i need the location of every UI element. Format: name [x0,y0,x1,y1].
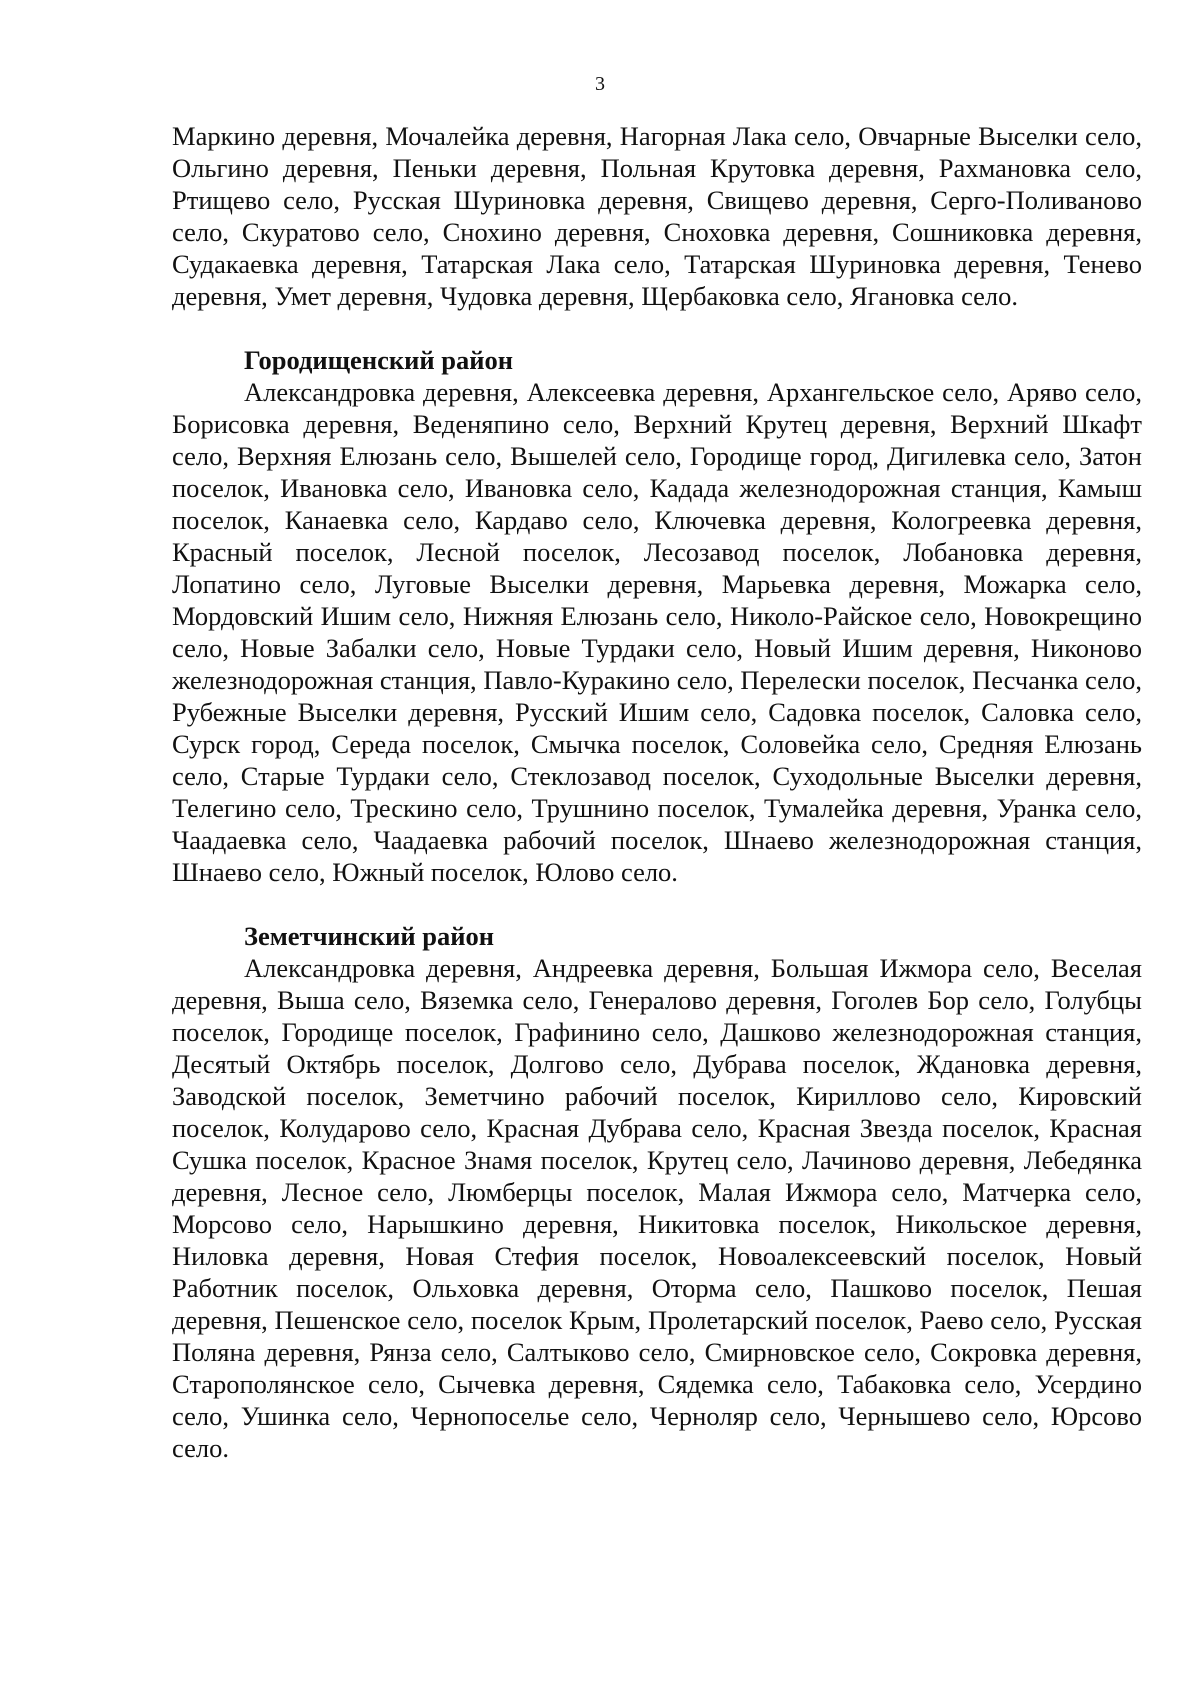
section-zemetchinsky [172,920,1142,1464]
section-title: Земетчинский район [244,921,495,951]
page-number: 3 [595,73,605,95]
intro-paragraph: Маркино деревня, Мочалейка деревня, Нагорная Лака село, Овчарные Выселки село, Ольгино деревня, Пеньки деревня, Польная Крутовка деревня, Рахмановка село, Ртищево село, Русская Шуриновка деревня, Свищево деревня, Серго-Поливаново село, Скуратово село, Снохино деревня, Сноховка деревня, Сошниковка деревня, Судакаевка деревня, Татарская Лака село, Татарская Шуриновка деревня, Тенево деревня, Умет деревня, Чудовка деревня, Щербаковка село, Ягановка село. [172,121,1142,311]
section-gorodishchensky [172,344,1142,888]
section-body: Александровка деревня, Андреевка деревня, Большая Ижмора село, Веселая деревня, Выша село, Вяземка село, Генералово деревня, Гоголев Бор село, Голубцы поселок, Городище поселок, Графинино село, Дашково железнодорожная станция, Десятый Октябрь поселок, Долгово село, Дубрава поселок, Ждановка деревня, Заводской поселок, Земетчино рабочий поселок, Кириллово село, Кировский поселок, Колударово село, Красная Дубрава село, Красная Звезда поселок, Красная Сушка поселок, Красное Знамя поселок, Крутец село, Лачиново деревня, Лебедянка деревня, Лесное село, Люмберцы поселок, Малая Ижмора село, Матчерка село, Морсово село, Нарышкино деревня, Никитовка поселок, Никольское деревня, Ниловка деревня, Новая Стефия поселок, Новоалексеевский поселок, Новый Работник поселок, Ольховка деревня, Оторма село, Пашково поселок, Пешая деревня, Пешенское село, поселок Крым, Пролетарский поселок, Раево село, Русская Поляна деревня, Рянза село, Салтыково село, Смирновское село, Сокровка деревня, Старополянское село, Сычевка деревня, Сядемка село, Табаковка село, Усердино село, Ушинка село, Чернопоселье село, Черноляр село, Чернышево село, Юрсово село. [172,953,1142,1463]
section-body: Александровка деревня, Алексеевка деревня, Архангельское село, Аряво село, Борисовка деревня, Веденяпино село, Верхний Крутец деревня, Верхний Шкафт село, Верхняя Елюзань село, Вышелей село, Городище город, Дигилевка село, Затон поселок, Ивановка село, Ивановка село, Кадада железнодорожная станция, Камыш поселок, Канаевка село, Кардаво село, Ключевка деревня, Кологреевка деревня, Красный поселок, Лесной поселок, Лесозавод поселок, Лобановка деревня, Лопатино село, Луговые Выселки деревня, Марьевка деревня, Можарка село, Мордовский Ишим село, Нижняя Елюзань село, Николо-Райское село, Новокрещино село, Новые Забалки село, Новые Турдаки село, Новый Ишим деревня, Никоново железнодорожная станция, Павло-Куракино село, Перелески поселок, Песчанка село, Рубежные Выселки деревня, Русский Ишим село, Садовка поселок, Саловка село, Сурск город, Середа поселок, Смычка поселок, Соловейка село, Средняя Елюзань село, Старые Турдаки село, Стеклозавод поселок, Суходольные Выселки деревня, Телегино село, Трескино село, Трушнино поселок, Тумалейка деревня, Уранка село, Чаадаевка село, Чаадаевка рабочий поселок, Шнаево железнодорожная станция, Шнаево село, Южный поселок, Юлово село. [172,377,1142,887]
section-title: Городищенский район [244,345,514,375]
document-body [172,120,1142,1464]
